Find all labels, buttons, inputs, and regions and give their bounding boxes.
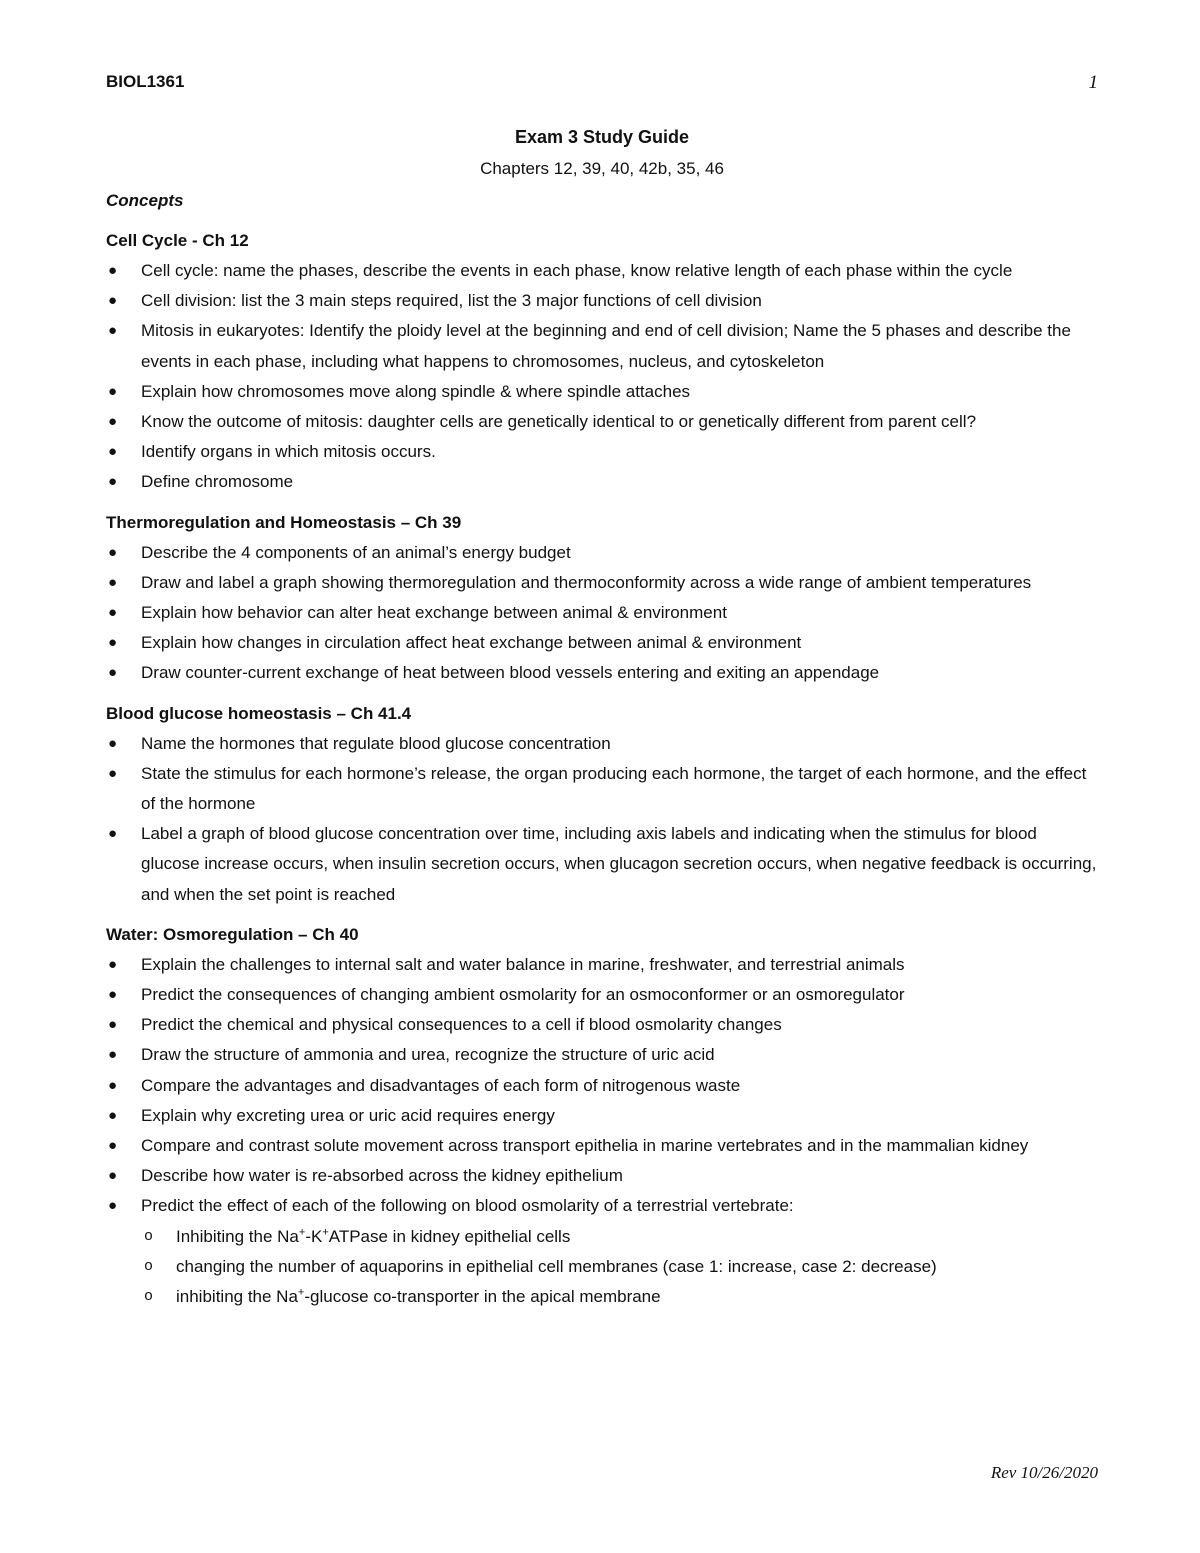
list-item: [106, 980, 1098, 1010]
list-item-text: Name the hormones that regulate blood glucose concentration: [141, 733, 611, 753]
bullet-list: [106, 256, 1098, 498]
sub-list-item: [141, 1252, 1098, 1282]
sub-item-text: inhibiting the Na: [176, 1287, 298, 1307]
list-item-text: Explain why excreting urea or uric acid requires energy: [141, 1105, 555, 1125]
sub-list-item: [141, 1222, 1098, 1252]
list-item-text: Compare and contrast solute movement across transport epithelia in marine vertebrates and in the mammalian kidney: [141, 1136, 1029, 1156]
list-item-text: Label a graph of blood glucose concentration over time, including axis labels and indicating when the stimulus for blood glucose increase occurs, when insulin secretion occurs, when glucagon secretion occurs, when negative feedback is occurring, and when the set point is reached: [141, 824, 1097, 904]
list-item-text: Draw counter-current exchange of heat between blood vessels entering and exiting an appendage: [141, 663, 880, 683]
section-thermoregulation: [106, 508, 1098, 689]
bullet-icon: ●: [108, 664, 118, 682]
bullet-list: [106, 950, 1098, 1312]
list-item-text: Know the outcome of mitosis: daughter cells are genetically identical to or genetically different from parent cell?: [141, 412, 977, 432]
section-title: Cell Cycle - Ch 12: [106, 231, 249, 250]
list-item: [106, 407, 1098, 437]
list-item: [106, 316, 1098, 376]
list-item: [106, 819, 1098, 910]
list-item-text: Explain how behavior can alter heat exchange between animal & environment: [141, 603, 727, 623]
list-item-text: Explain how changes in circulation affect heat exchange between animal & environment: [141, 633, 802, 653]
list-item-text: Predict the consequences of changing ambient osmolarity for an osmoconformer or an osmoregulator: [141, 985, 905, 1005]
list-item: [106, 1161, 1098, 1191]
revision-date: Rev 10/26/2020: [990, 1463, 1098, 1482]
list-item: [106, 1101, 1098, 1131]
hollow-bullet-icon: o: [144, 1227, 154, 1245]
sub-item-text: -glucose co-transporter in the apical membrane: [304, 1287, 661, 1307]
bullet-icon: ●: [108, 382, 118, 400]
list-item-text: Predict the effect of each of the following on blood osmolarity of a terrestrial vertebrate:: [141, 1196, 794, 1216]
list-item: [106, 729, 1098, 759]
list-item: [106, 598, 1098, 628]
bullet-list: [106, 729, 1098, 910]
section-osmoregulation: [106, 920, 1098, 1312]
list-item: [106, 437, 1098, 467]
sub-list-item: [141, 1282, 1098, 1312]
bullet-icon: ●: [108, 1076, 118, 1094]
list-item: [106, 950, 1098, 980]
list-item-text: Explain how chromosomes move along spindle & where spindle attaches: [141, 381, 691, 401]
hollow-bullet-icon: o: [144, 1257, 154, 1275]
list-item-text: Draw and label a graph showing thermoregulation and thermoconformity across a wide range of ambient temperatures: [141, 572, 1032, 592]
list-item: [106, 256, 1098, 286]
sub-item-text: changing the number of aquaporins in epithelial cell membranes (case 1: increase, case 2: decrease): [176, 1256, 937, 1276]
document-title: Exam 3 Study Guide: [514, 127, 690, 147]
bullet-icon: ●: [108, 764, 118, 782]
bullet-icon: ●: [108, 1106, 118, 1124]
section-cell-cycle: [106, 226, 1098, 498]
bullet-icon: ●: [108, 543, 118, 561]
bullet-icon: ●: [108, 443, 118, 461]
bullet-icon: ●: [108, 1197, 118, 1215]
list-item-text: Describe how water is re-absorbed across the kidney epithelium: [141, 1166, 623, 1186]
bullet-icon: ●: [108, 473, 118, 491]
bullet-icon: ●: [108, 734, 118, 752]
list-item: [106, 568, 1098, 598]
list-item: [106, 658, 1098, 688]
document-subtitle: Chapters 12, 39, 40, 42b, 35, 46: [480, 159, 724, 178]
list-item: [106, 1191, 1098, 1312]
list-item: [106, 1040, 1098, 1070]
list-item-text: Cell cycle: name the phases, describe the events in each phase, know relative length of each phase within the cycle: [141, 261, 1013, 280]
bullet-icon: ●: [108, 604, 118, 622]
bullet-list: [106, 538, 1098, 689]
list-item: [106, 538, 1098, 568]
document-body: [106, 122, 1098, 1322]
list-item-text: Identify organs in which mitosis occurs.: [141, 442, 436, 462]
bullet-icon: ●: [108, 1137, 118, 1155]
concepts-heading: Concepts: [106, 191, 184, 210]
bullet-icon: ●: [108, 1167, 118, 1185]
list-item-text: Cell division: list the 3 main steps required, list the 3 major functions of cell division: [141, 291, 762, 311]
course-code: BIOL1361: [106, 72, 185, 91]
list-item-text: Define chromosome: [141, 472, 294, 492]
bullet-icon: ●: [108, 413, 118, 431]
sub-item-text: ATPase in kidney epithelial cells: [328, 1226, 571, 1246]
list-item: [106, 1131, 1098, 1161]
sub-list: [141, 1222, 1098, 1313]
list-item: [106, 628, 1098, 658]
page-header: [106, 72, 1098, 98]
superscript-charge: +: [322, 1226, 329, 1239]
list-item: [106, 1010, 1098, 1040]
list-item: [106, 759, 1098, 819]
section-title: Water: Osmoregulation – Ch 40: [106, 924, 359, 944]
list-item: [106, 286, 1098, 316]
bullet-icon: ●: [108, 955, 118, 973]
page-number: 1: [1088, 72, 1098, 93]
bullet-icon: ●: [108, 825, 118, 843]
superscript-charge: +: [298, 1226, 306, 1239]
list-item-text: Compare the advantages and disadvantages of each form of nitrogenous waste: [141, 1075, 741, 1095]
hollow-bullet-icon: o: [144, 1288, 154, 1306]
list-item: [106, 467, 1098, 497]
bullet-icon: ●: [108, 573, 118, 591]
section-title: Thermoregulation and Homeostasis – Ch 39: [106, 512, 462, 532]
list-item-text: Predict the chemical and physical consequences to a cell if blood osmolarity changes: [141, 1015, 782, 1035]
list-item-text: State the stimulus for each hormone’s release, the organ producing each hormone, the target of each hormone, and the effect of the hormone: [141, 763, 1087, 814]
section-blood-glucose: [106, 699, 1098, 910]
bullet-icon: ●: [108, 634, 118, 652]
list-item-text: Describe the 4 components of an animal’s energy budget: [141, 542, 571, 562]
sub-item-text: Inhibiting the Na: [176, 1226, 299, 1246]
list-item-text: Explain the challenges to internal salt and water balance in marine, freshwater, and terrestrial animals: [141, 954, 905, 974]
list-item: [106, 377, 1098, 407]
bullet-icon: ●: [108, 322, 118, 340]
sub-item-text: -K: [305, 1226, 323, 1246]
bullet-icon: ●: [108, 986, 118, 1004]
bullet-icon: ●: [108, 262, 118, 279]
list-item: [106, 1071, 1098, 1101]
section-title: Blood glucose homeostasis – Ch 41.4: [106, 703, 412, 723]
list-item-text: Mitosis in eukaryotes: Identify the ploidy level at the beginning and end of cell division; Name the 5 phases and describe the events in each phase, including what happens to chromosomes, nucleus, and cytoskeleton: [141, 321, 1071, 371]
bullet-icon: ●: [108, 1016, 118, 1034]
bullet-icon: ●: [108, 1046, 118, 1064]
bullet-icon: ●: [108, 292, 118, 310]
list-item-text: Draw the structure of ammonia and urea, recognize the structure of uric acid: [141, 1045, 715, 1065]
superscript-charge: +: [297, 1286, 305, 1299]
